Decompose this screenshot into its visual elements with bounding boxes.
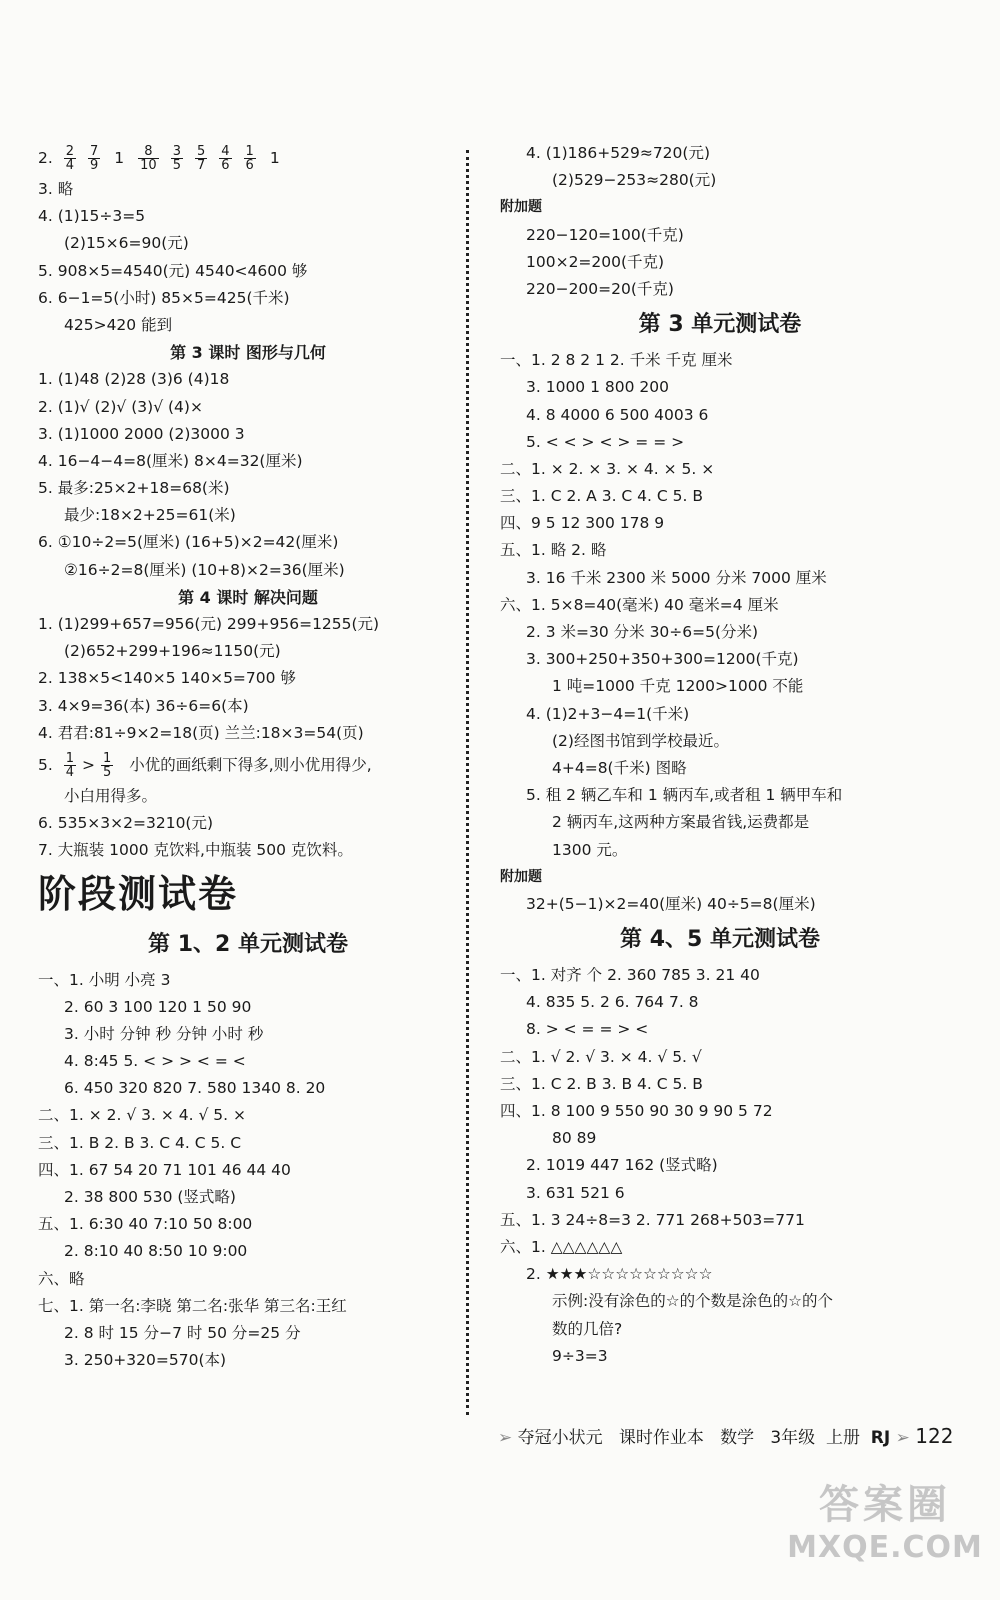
answer-line: 6. 535×3×2=3210(元) — [38, 814, 214, 833]
answer-line: 3. 16 千米 2300 米 5000 分米 7000 厘米 — [526, 568, 827, 587]
extra-question-label-1: 附加题 — [500, 199, 542, 216]
extra-question-label-2: 附加题 — [500, 868, 542, 885]
answer-line: 4+4=8(千米) 图略 — [552, 758, 687, 777]
fraction — [219, 145, 231, 172]
answer-line: 4. 16−4−4=8(厘米) 8×4=32(厘米) — [38, 451, 303, 470]
answer-line: 六、1. △△△△△△ — [500, 1237, 623, 1256]
answer-line: 3. 1000 1 800 200 — [526, 378, 669, 397]
test45-title: 第 4、5 单元测试卷 — [620, 927, 820, 953]
watermark-line1: 答案圈 — [819, 1482, 951, 1528]
answer-line: 5. 908×5=4540(元) 4540<4600 够 — [38, 261, 308, 280]
answer-line: 4. (1)186+529≈720(元) — [526, 144, 710, 162]
fraction-numerator: 7 — [90, 144, 99, 159]
answer-line: 2. 3 米=30 分米 30÷6=5(分米) — [526, 623, 759, 641]
answer-line: (2)经图书馆到学校最近。 — [552, 731, 729, 750]
answer-line: 2. 60 3 100 120 1 50 90 — [64, 997, 252, 1016]
answer-line: 三、1. C 2. A 3. C 4. C 5. B — [500, 487, 703, 506]
answer-text: 小优的画纸剩下得多,则小优用得少, — [129, 755, 372, 774]
fraction-denominator: 4 — [65, 158, 74, 173]
answer-line: 6. 6−1=5(小时) 85×5=425(千米) — [38, 288, 290, 307]
right-top-block — [500, 140, 940, 194]
answer-line: 4. 君君:81÷9×2=18(页) 兰兰:18×3=54(页) — [38, 723, 364, 742]
q5-continuation: 小白用得多。 — [64, 786, 158, 805]
answer-line: 二、1. √ 2. √ 3. × 4. √ 5. √ — [500, 1047, 702, 1066]
volume: 上册 — [825, 1428, 860, 1448]
fraction-numerator: 1 — [245, 144, 254, 159]
answer-line: 一、1. 2 8 2 1 2. 千米 千克 厘米 — [500, 351, 733, 370]
extra-answers-2 — [500, 891, 940, 918]
answer-line: 220−120=100(千克) — [526, 225, 684, 244]
fraction-numerator: 4 — [221, 144, 230, 159]
test12-title: 第 1、2 单元测试卷 — [148, 931, 348, 957]
answer-line: 5. < < > < > = = > — [526, 432, 685, 451]
answer-line: 3. 250+320=570(本) — [64, 1351, 227, 1370]
fraction-numerator: 8 — [138, 145, 159, 159]
answer-line: 2. ★★★☆☆☆☆☆☆☆☆☆ — [526, 1265, 713, 1284]
fraction — [64, 752, 76, 779]
fraction-denominator: 6 — [221, 158, 230, 173]
answer-line: 2. 138×5<140×5 140×5=700 够 — [38, 669, 296, 688]
answer-line: 4. (1)2+3−4=1(千米) — [526, 704, 690, 723]
answer-line: ②16÷2=8(厘米) (10+8)×2=36(厘米) — [64, 560, 345, 579]
answer-line: 1. (1)299+657=956(元) 299+956=1255(元) — [38, 615, 380, 633]
stage-test-title: 阶段测试卷 — [38, 871, 239, 916]
answer-line: 3. 300+250+350+300=1200(千克) — [526, 650, 799, 669]
watermark — [780, 1480, 990, 1566]
question-number: 5. — [38, 755, 58, 774]
answer-line: (2)15×6=90(元) — [64, 234, 189, 253]
answer-line: 四、1. 67 54 20 71 101 46 44 40 — [38, 1160, 291, 1179]
answer-line: 3. 4×9=36(本) 36÷6=6(本) — [38, 696, 249, 715]
answer-line: 3. (1)1000 2000 (2)3000 3 — [38, 424, 245, 443]
fraction — [171, 145, 183, 172]
answer-line: 5. 租 2 辆乙车和 1 辆丙车,或者租 1 辆甲车和 — [526, 786, 843, 805]
arrow-icon: ➢ — [498, 1428, 513, 1448]
answer-line: 二、1. × 2. √ 3. × 4. √ 5. × — [38, 1106, 247, 1125]
page-footer — [498, 1423, 953, 1448]
answer-line: 3. 小时 分钟 秒 分钟 小时 秒 — [64, 1024, 264, 1043]
lesson4-answers — [38, 611, 458, 747]
fraction-numerator: 3 — [172, 144, 181, 159]
fraction — [138, 145, 159, 172]
q2-fraction-line — [38, 140, 458, 176]
test45-answers — [500, 962, 940, 1370]
right-column — [500, 140, 940, 1370]
fraction — [244, 145, 256, 172]
left-top-block — [38, 176, 458, 339]
edition: RJ — [870, 1428, 891, 1448]
answer-line: 2. 8:10 40 8:50 10 9:00 — [64, 1242, 248, 1261]
answer-line: 五、1. 6:30 40 7:10 50 8:00 — [38, 1215, 253, 1234]
fraction-numerator: 5 — [196, 144, 206, 159]
fraction-denominator: 5 — [103, 764, 112, 780]
answer-line: 80 89 — [552, 1129, 597, 1148]
answer-line: 4. 8:45 5. < > > < = < — [64, 1052, 246, 1071]
answer-line: 一、1. 小明 小亮 3 — [38, 970, 171, 989]
answer-line: 2. 1019 447 162 (竖式略) — [526, 1156, 718, 1175]
test3-answers — [500, 347, 940, 864]
lesson3-heading: 第 3 课时 图形与几何 — [170, 343, 326, 363]
fraction — [88, 145, 100, 172]
fraction-denominator: 9 — [90, 158, 99, 173]
answer-line: 1. (1)48 (2)28 (3)6 (4)18 — [38, 370, 230, 389]
answer-line: 5. 最多:25×2+18=68(米) — [38, 479, 230, 498]
answer-line: 2. 8 时 15 分−7 时 50 分=25 分 — [64, 1323, 301, 1342]
fraction-denominator: 10 — [140, 158, 157, 173]
answer-line: 6. 450 320 820 7. 580 1340 8. 20 — [64, 1079, 326, 1098]
answer-line: 2. 38 800 530 (竖式略) — [64, 1188, 236, 1206]
answer-line: 4. 8 4000 6 500 4003 6 — [526, 405, 709, 424]
fraction-denominator: 4 — [65, 764, 74, 780]
answer-line: 8. > < = = > < — [526, 1020, 649, 1039]
answer-line: 3. 631 521 6 — [526, 1183, 625, 1202]
answer-line: 六、略 — [38, 1269, 85, 1288]
whole-number: 1 — [269, 149, 280, 167]
answer-line: (2)652+299+196≈1150(元) — [64, 642, 281, 661]
arrow-icon: ➢ — [895, 1428, 910, 1448]
answer-line: 6. ①10÷2=5(厘米) (16+5)×2=42(厘米) — [38, 533, 339, 552]
watermark-line2: MXQE.COM — [787, 1530, 983, 1565]
answer-line: 三、1. C 2. B 3. B 4. C 5. B — [500, 1074, 703, 1093]
fraction-denominator: 7 — [196, 158, 206, 173]
answer-line: 9÷3=3 — [552, 1346, 608, 1365]
answer-line: (2)529−253≈280(元) — [552, 171, 717, 190]
answer-line: 220−200=20(千克) — [526, 279, 674, 298]
page-number: 122 — [915, 1424, 954, 1448]
fraction-numerator: 2 — [65, 144, 74, 159]
answer-line: 三、1. B 2. B 3. C 4. C 5. C — [38, 1133, 242, 1152]
answer-line: 最少:18×2+25=61(米) — [64, 506, 236, 525]
fraction — [64, 145, 76, 172]
answer-line: 五、1. 3 24÷8=3 2. 771 268+503=771 — [500, 1210, 805, 1229]
answer-line: 1 吨=1000 千克 1200>1000 不能 — [552, 677, 804, 696]
answer-line: 7. 大瓶装 1000 克饮料,中瓶装 500 克饮料。 — [38, 841, 353, 860]
answer-line: 4. 835 5. 2 6. 764 7. 8 — [526, 993, 699, 1012]
fraction-denominator: 6 — [245, 158, 254, 173]
answer-line: 四、1. 8 100 9 550 90 30 9 90 5 72 — [500, 1102, 773, 1120]
answer-line: 五、1. 略 2. 略 — [500, 541, 607, 560]
answer-line: 2. (1)√ (2)√ (3)√ (4)× — [38, 397, 203, 416]
fraction-numerator: 1 — [103, 750, 112, 766]
answer-line: 六、1. 5×8=40(毫米) 40 毫米=4 厘米 — [500, 595, 779, 614]
fraction-numerator: 1 — [65, 750, 74, 766]
book-name: 课时作业本 — [618, 1428, 704, 1448]
answer-line: 示例:没有涂色的☆的个数是涂色的☆的个 — [552, 1292, 834, 1311]
column-divider — [466, 150, 469, 1415]
question-number: 2. — [38, 149, 58, 167]
test12-answers — [38, 967, 458, 1375]
extra-answers-1 — [500, 222, 940, 304]
q5-fraction-line — [38, 747, 458, 783]
answer-line: 2 辆丙车,这两种方案最省钱,运费都是 — [552, 813, 810, 832]
subject: 数学 — [720, 1428, 755, 1448]
brand-name: 夺冠小状元 — [517, 1428, 603, 1448]
answer-line: 32+(5−1)×2=40(厘米) 40÷5=8(厘米) — [526, 894, 816, 913]
whole-number: 1 — [114, 149, 125, 167]
answer-line: 1300 元。 — [552, 840, 628, 859]
fraction — [101, 752, 113, 779]
test3-title: 第 3 单元测试卷 — [638, 312, 802, 338]
answer-line: 四、9 5 12 300 178 9 — [500, 514, 665, 533]
answer-line: 100×2=200(千克) — [526, 252, 665, 271]
lesson3-answers — [38, 366, 458, 584]
answer-line: 一、1. 对齐 个 2. 360 785 3. 21 40 — [500, 966, 760, 985]
comparison-sign: > — [82, 755, 95, 774]
answer-line: 七、1. 第一名:李晓 第二名:张华 第三名:王红 — [38, 1296, 347, 1315]
answer-line: 3. 略 — [38, 180, 74, 198]
lesson4-end-answers — [38, 810, 458, 864]
fraction-denominator: 5 — [172, 158, 181, 173]
answer-line: 4. (1)15÷3=5 — [38, 207, 146, 226]
answer-line: 425>420 能到 — [64, 315, 173, 334]
fraction — [195, 145, 207, 172]
grade: 3年级 — [770, 1428, 816, 1448]
left-column — [38, 140, 458, 1374]
lesson4-heading: 第 4 课时 解决问题 — [178, 587, 318, 607]
answer-line: 二、1. × 2. × 3. × 4. × 5. × — [500, 459, 715, 478]
answer-line: 数的几倍? — [552, 1319, 623, 1338]
